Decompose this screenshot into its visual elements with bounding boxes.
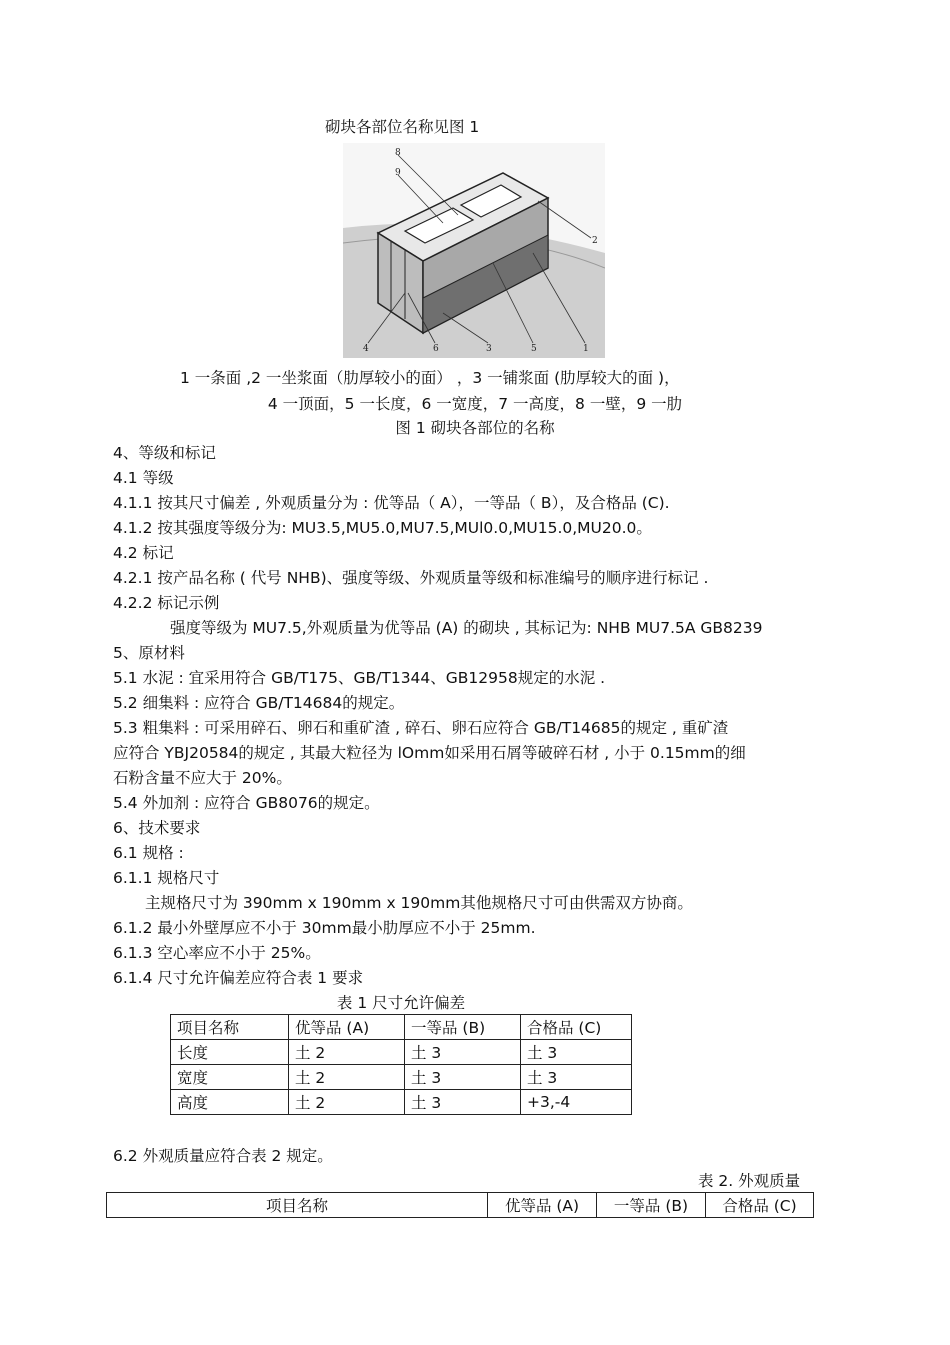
figure-label: 2 [592,236,598,246]
subsection-heading: 6.1 规格 : [113,844,184,862]
table-row [171,1065,632,1090]
figure-title: 图 1 砌块各部位的名称 [395,419,555,437]
table2-title: 表 2. 外观质量 [698,1172,801,1190]
table-cell: 土 3 [521,1065,632,1090]
figure-label: 8 [395,148,401,158]
paragraph: 应符合 YBJ20584的规定 , 其最大粒径为 lOmm如采用石屑等破碎石材 , 小于 0.15mm的细 [113,744,746,762]
table-cell: 长度 [171,1040,289,1065]
table-cell: 土 3 [521,1040,632,1065]
figure-label: 1 [583,344,589,354]
paragraph: 6.1.4 尺寸允许偏差应符合表 1 要求 [113,969,364,987]
table-cell: 土 2 [289,1065,405,1090]
table-cell: 土 2 [289,1040,405,1065]
paragraph: 4.1.2 按其强度等级分为: MU3.5,MU5.0,MU7.5,MUl0.0,MU15.0,MU20.0。 [113,519,652,537]
hollow-block-illustration [343,143,605,358]
table-header-row [107,1193,814,1218]
paragraph: 6.2 外观质量应符合表 2 规定。 [113,1147,333,1165]
section-heading: 5、原材料 [113,644,185,662]
table-row [171,1090,632,1115]
table-header-cell: 优等品 (A) [488,1193,597,1218]
paragraph: 4.2.1 按产品名称 ( 代号 NHB)、强度等级、外观质量等级和标准编号的顺序进行标记 . [113,569,709,587]
table-cell: 土 3 [405,1090,521,1115]
paragraph: 4.1.1 按其尺寸偏差 , 外观质量分为 : 优等品（ A），一等品（ B），及合格品 (C). [113,494,670,512]
table-header-row [171,1015,632,1040]
paragraph: 5.4 外加剂 : 应符合 GB8076的规定。 [113,794,380,812]
paragraph: 6.1.1 规格尺寸 [113,869,220,887]
table-header-cell: 项目名称 [171,1015,289,1040]
table-cell: 土 2 [289,1090,405,1115]
table1-title: 表 1 尺寸允许偏差 [336,994,466,1012]
paragraph: 4.2.2 标记示例 [113,594,220,612]
figure-label: 5 [531,344,537,354]
table-cell: 土 3 [405,1065,521,1090]
table-header-cell: 一等品 (B) [597,1193,706,1218]
block-diagram-figure [343,143,605,358]
table-header-cell: 项目名称 [107,1193,488,1218]
paragraph: 5.3 粗集料 : 可采用碎石、卵石和重矿渣 , 碎石、卵石应符合 GB/T14685的规定 , 重矿渣 [113,719,729,737]
table-header-cell: 合格品 (C) [706,1193,814,1218]
paragraph: 6.1.3 空心率应不小于 25%。 [113,944,321,962]
table-cell: 宽度 [171,1065,289,1090]
figure-label: 3 [486,344,492,354]
table-header-cell: 合格品 (C) [521,1015,632,1040]
table-cell: 土 3 [405,1040,521,1065]
subsection-heading: 4.2 标记 [113,544,174,562]
table-header-cell: 优等品 (A) [289,1015,405,1040]
paragraph: 石粉含量不应大于 20%。 [113,769,292,787]
figure-label: 9 [395,168,401,178]
figure-caption-line: 4 一顶面，5 一长度，6 一宽度，7 一高度，8 一壁，9 一肋 [267,395,683,413]
table-row [171,1040,632,1065]
table2-appearance-quality [106,1192,814,1218]
table-cell: 高度 [171,1090,289,1115]
section-heading: 6、技术要求 [113,819,201,837]
paragraph: 6.1.2 最小外壁厚应不小于 30mm最小肋厚应不小于 25mm. [113,919,536,937]
paragraph: 主规格尺寸为 390mm x 190mm x 190mm其他规格尺寸可由供需双方协商。 [145,894,693,912]
paragraph: 强度等级为 MU7.5,外观质量为优等品 (A) 的砌块 , 其标记为: NHB MU7.5A GB8239 [170,619,763,637]
figure-label: 6 [433,344,439,354]
section-heading: 4、等级和标记 [113,444,216,462]
table-cell: +3,-4 [521,1090,632,1115]
figure-label: 4 [363,344,369,354]
table-header-cell: 一等品 (B) [405,1015,521,1040]
figure-caption-line: 1 一条面 ,2 一坐浆面（肋厚较小的面） ，3 一铺浆面 (肋厚较大的面 )， [180,369,680,387]
paragraph: 5.2 细集料 : 应符合 GB/T14684的规定。 [113,694,405,712]
table1-dimension-tolerance [170,1014,632,1115]
figure-reference: 砌块各部位名称见图 1 [325,118,480,136]
paragraph: 5.1 水泥 : 宜采用符合 GB/T175、GB/T1344、GB12958规定的水泥 . [113,669,606,687]
subsection-heading: 4.1 等级 [113,469,174,487]
